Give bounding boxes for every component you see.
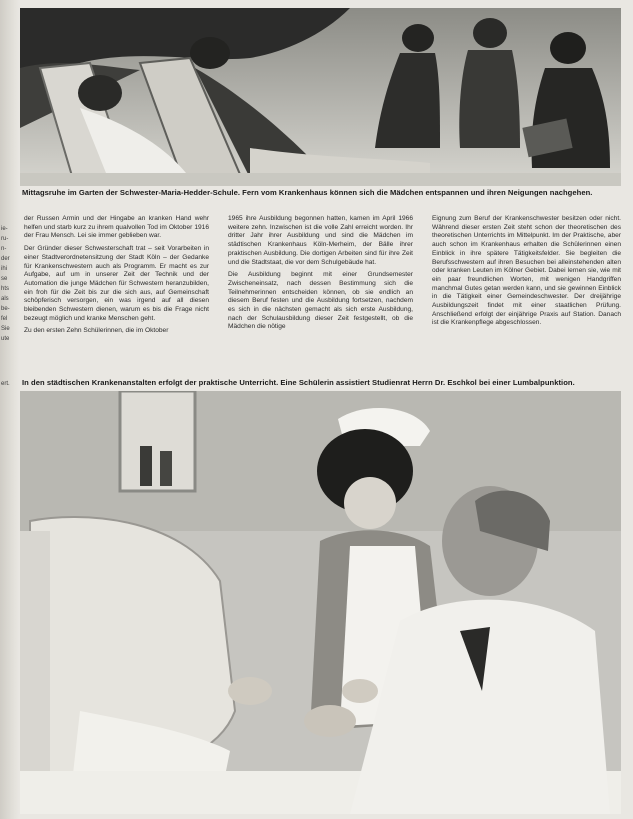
gutter-fragment: n- xyxy=(1,246,7,252)
gutter-fragment: Sie xyxy=(1,326,10,332)
gutter-fragment: se xyxy=(1,276,8,282)
paragraph: Der Gründer dieser Schwesterschaft trat – seit Vorarbeiten in einer Stadtverordnetensitzung der Stadt Köln – der Gedanke für Krankenschwestern auch als Programm. Er macht es zur Aufgabe, auf um in unserer Zeit der Technik und der Automation die junge Mädchen für Schwestern heranzubilden, ein froh für die Zeit bis zur die sich aus, auf Gemeinschaft schöpferisch versorgen, ein was irgend auf all diesen bleibenden Schwestern dienen, warum es bis die Frage nicht bezeugt möglich und kranke Menschen geht. xyxy=(24,245,209,322)
gutter-fragment: ute xyxy=(1,336,10,342)
gutter-fragment: hts xyxy=(1,286,10,292)
hospital-photo-image xyxy=(20,391,621,814)
hospital-photo xyxy=(20,391,621,814)
gutter-fragment: ihi xyxy=(1,266,8,272)
paragraph: Zu den ersten Zehn Schülerinnen, die im Oktober xyxy=(24,327,169,335)
gutter-fragment: fel xyxy=(1,316,8,322)
text-column-1 xyxy=(24,215,209,340)
gutter-fragment: ie- xyxy=(1,226,8,232)
bottom-photo-caption: In den städtischen Krankenanstalten erfolgt der praktische Unterricht. Eine Schülerin assistiert Studienrat Herrn Dr. Eschkol bei einer Lumbalpunktion. xyxy=(22,378,575,387)
gutter-fragment: ru- xyxy=(1,236,9,242)
paragraph: 1965 ihre Ausbildung begonnen hatten, kamen im April 1966 weitere zehn. Inzwischen ist die volle Zahl erreicht worden. Ihr dritter Jahr ihrer Ausbildung und sind die Mädchen im städtischen Krankenhaus Köln-Merheim, der Bälle ihrer praktischen Ausbildung. Die dortigen Arbeiten sind für ihre Zeit und die Stadtstaat, die vor dem Schulgebäude hat. xyxy=(228,215,413,266)
text-column-3 xyxy=(432,215,621,332)
garden-photo-image xyxy=(20,8,621,186)
gutter-fragment: der xyxy=(1,256,10,262)
binding-gutter xyxy=(0,0,19,819)
text-column-2 xyxy=(228,215,413,336)
gutter-fragment: ert. xyxy=(1,381,10,387)
gutter-fragment: be- xyxy=(1,306,10,312)
paragraph: der Russen Armin und der Hingabe an kranken Hand wehr helfen und starb kurz zu ihrem qualvollen Tod im Oktober 1916 der Frau Mensch. Lei sie immer geblieben war. xyxy=(24,215,209,240)
garden-photo xyxy=(20,8,621,186)
top-photo-caption: Mittagsruhe im Garten der Schwester-Maria-Hedder-Schule. Fern vom Krankenhaus können sich die Mädchen entspannen und ihren Neigungen nachgehen. xyxy=(22,188,593,197)
paragraph: Die Ausbildung beginnt mit einer Grundsemester Zwischeneinsatz, nach dessen Bestimmung sich die Teilnehmerinnen entscheiden können, ob sie endlich an diesem Beruf festen und die Ausbildung fortsetzen, nachdem es sich in die nächsten gemacht als sich erste Ausbildung, nach der Schulausbildung dieser Zeit festgestellt, ob die Mädchen die nötige xyxy=(228,271,413,331)
paragraph: Eignung zum Beruf der Krankenschwester besitzen oder nicht. Während dieser ersten Zeit steht schon der theoretischen des theoretischen Unterrichts im Mittelpunkt. Im der Praktische, aber auch schon im Krankenhaus erhalten die Schülerinnen einen Einblick in ihre spätere Tätigkeitsfelder. Sie begleiten die Berufsschwestern auf ihren Besuchen bei alleinstehenden alten oder kranken Leuten im Kölner Gebiet. Dabei lernen sie, wie mit ein paar freundlichen Worten, mit wenigen Handgriffen manchmal Gutes getan werden kann, und sie gewinnen Einblick in die Tätigkeit einer Gemeindeschwester. Der dreijährige Ausbildungszeit findet mit einer staatlichen Prüfung. Anschließend erfolgt der einjährige Praxis auf Station. Danach ist die Krankenpflege abgeschlossen. xyxy=(432,215,621,327)
gutter-fragment: als xyxy=(1,296,9,302)
